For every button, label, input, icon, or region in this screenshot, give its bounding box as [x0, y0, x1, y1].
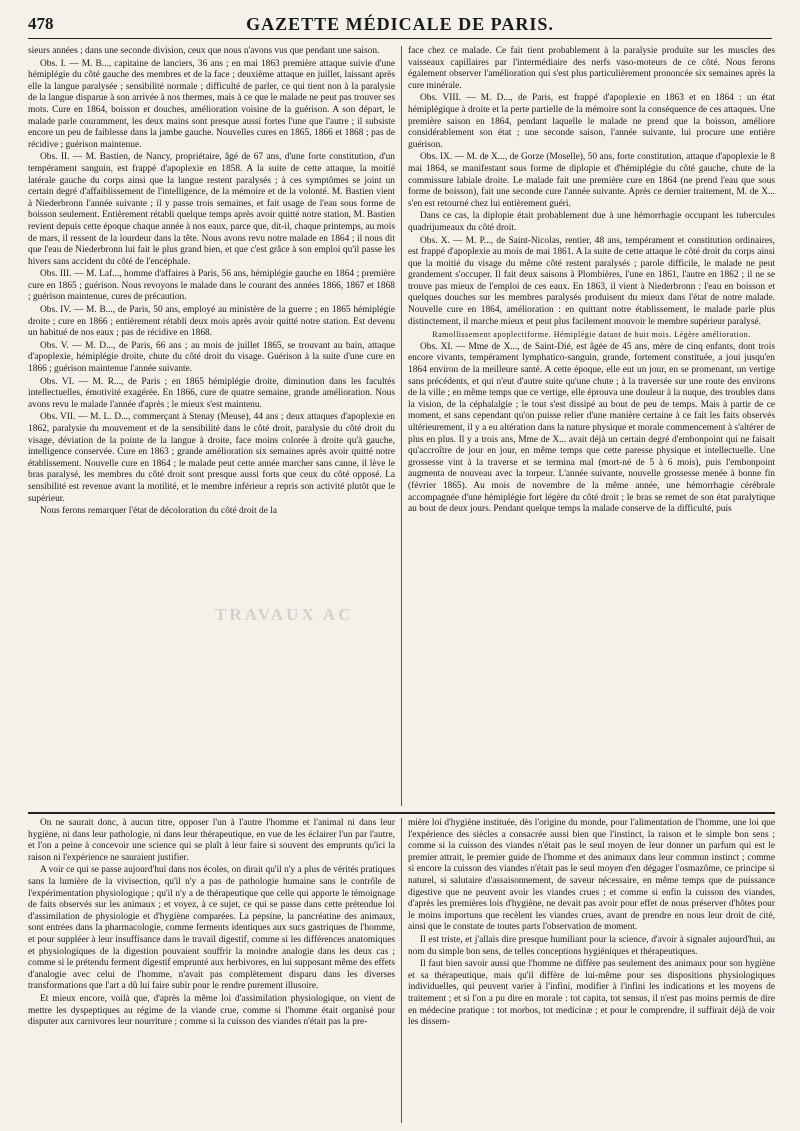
paragraph: On ne saurait donc, à aucun titre, opposer l'un à l'autre l'homme et l'animal ni dans leur hygiène, ni dans leur pathologie, ni dans leur thérapeutique, en vue de les éclairer l'un par l'autre, et l'on a peine à concevoir une science qui se plaît à leur faire si souvent des emprunts qu'ici la raison ni l'expérience ne sauraient justifier. — [28, 818, 395, 863]
observation-3: Obs. III. — M. Laf..., homme d'affaires à Paris, 56 ans, hémiplégie gauche en 1864 ; première cure en 1865 ; guérison. Nous revoyons le malade dans le courant des années 1866, 1867 et 1868 ; guérison maintenue, cures de précaution. — [28, 269, 395, 303]
paragraph: Il est triste, et j'allais dire presque humiliant pour la science, d'avoir à signaler aujourd'hui, au nom du simple bon sens, de telles conceptions hygiéniques et thérapeutiques. — [408, 934, 775, 957]
page-header — [28, 14, 772, 39]
paragraph: Dans ce cas, la diplopie était probablement due à une hémorrhagie occupant les tubercules quadrijumeaux du côté droit. — [408, 211, 775, 233]
observation-6: Obs. VI. — M. R..., de Paris ; en 1865 hémiplégie droite, diminution dans les facultés intellectuelles, émotivité exagérée. En 1866, cure de quatre semaine, grande amélioration. Nous avons revu le malade l'année d'après ; le mieux s'est maintenu. — [28, 376, 395, 410]
paragraph: Nous ferons remarquer l'état de décoloration du côté droit de la — [40, 506, 278, 517]
observation-8: Obs. VIII. — M. D..., de Paris, est frappé d'apoplexie en 1863 et en 1864 : un état hémiplégique à droite et la perte partielle de la mémoire sont la conséquence de ces attaques. Une première saison en 1864, pendant laquelle le malade ne prend que la boisson, améliore considérablement son état ; une seconde saison, l'année suivante, lui procure une entière guérison. — [408, 93, 775, 150]
paragraph: face chez ce malade. Ce fait tient probablement à la paralysie produite sur les muscles des vaisseaux capillaires par l'intermédiaire des nerfs vaso-moteurs de ce côté. Nous ferons également observer l'amélioration qui s'est plus particulièrement prononcée six semaines après la cure minérale. — [408, 46, 775, 91]
observation-2: Obs. II. — M. Bastien, de Nancy, propriétaire, âgé de 67 ans, d'une forte constitution, d'un tempérament sanguin, est frappé d'apoplexie en 1858. A la suite de cette attaque, la moitié latérale gauche du corps ainsi que la langue restent paralysés ; à ces symptômes se joint un certain degré d'affaiblissement de l'intelligence, de la mémoire et de la volonté. M. Bastien vient à Niederbronn l'année suivante ; il y passe trois semaines, et fait usage de l'eau sous forme de boisson seulement. Entièrement rétabli quelque temps après avoir quitté notre station, M. Bastien revient depuis cette époque chaque année à nos eaux, parce que, dit-il, chaque printemps, au mois de mars, il ressent de la lourdeur dans la tête. Nous avons revu notre malade en 1864 ; il nous dit que l'eau de Niederbronn lui fait le plus grand bien, et que c'est grâce à son emploi qu'il passe les hivers sans accident du côté de l'encéphale. — [28, 152, 395, 267]
feuilleton-right-column — [408, 818, 775, 1123]
paragraph: sieurs années ; dans une seconde division, ceux que nous n'avons vus que pendant une saison. — [28, 46, 380, 56]
paragraph: mière loi d'hygiène instituée, dès l'origine du monde, pour l'alimentation de l'homme, une loi que l'expérience des siècles a consacrée aussi bien que l'instinct, la raison et le simple bon sens ; comme si la cuisson des viandes n'était pas le seul moyen de leur donner un parfum qui est le premier attrait, le premier guide de l'homme et des animaux dans leur commun instinct ; comme si encore la cuisson des viandes n'était pas le seul moyen d'en dégager l'osmazôme, ce principe si naturel, si salutaire d'assaisonnement, de saveur nécessaire, en même temps que de puissance digestive que ne peuvent avoir les viandes crues ; et comme si enfin la cuisson des viandes, d'après les premières lois d'hygiène, ne devait pas avoir pour effet de nous préserver d'hôtes pour le moins importuns que recèlent les viandes crues, avant de prendre en nous leur droit de cité, ainsi que le constate de toutes parts l'observation de moment. — [408, 818, 775, 933]
observation-10: Obs. X. — M. P..., de Saint-Nicolas, rentier, 48 ans, tempérament et constitution ordinaires, est frappé d'apoplexie au mois de mai 1861. A la suite de cette attaque le côté droit du corps ainsi que la moitié du visage du même côté restent paralysés ; parole difficile, le malade ne peut grandement s'occuper. Il fait deux saisons à Plombières, l'une en 1861, l'autre en 1862 ; il ne se trouve pas mieux de l'emploi de ces eaux. En 1863, il vient à Niederbronn : l'eau en boisson et quelques douches sur les membres paralysés produisent du mieux dans l'état de notre malade. Nouvelle cure en 1864, amélioration : en quittant notre établissement, le malade parle plus distinctement, il marche mieux et peut plus facilement mouvoir le membre supérieur paralysé. — [408, 235, 775, 327]
observation-7: Obs. VII. — M. L. D..., commerçant à Stenay (Meuse), 44 ans ; deux attaques d'apoplexie en 1862, paralysie du mouvement et de la sensibilité dans le côté droit, paralysie du côté droit du visage, déviation de la pointe de la langue à droite, face moins colorée à droite qu'à gauche, intelligence conservée. Cure en 1863 ; grande amélioration six semaines après avoir quitté notre établissement. Nouvelle cure en 1864 ; le malade peut cette année marcher sans canne, il lève le bras paralysé, les membres du côté droit sont presque aussi forts que ceux du côté opposé. La sensibilité est revenue avant la motilité, et le membre inférieur a repris son activité plutôt que le supérieur. — [28, 412, 395, 504]
page-number: 478 — [28, 14, 54, 33]
journal-title: GAZETTE MÉDICALE DE PARIS. — [246, 14, 554, 34]
observation-1: Obs. I. — M. B..., capitaine de lanciers, 36 ans ; en mai 1863 première attaque suivie d'une hémiplégie du côté gauche des membres et de la face ; deuxième attaque en juillet, laissant après elle la langue paralysée ; sensibilité normale ; difficulté de parler, ce qui tient non à la paralysie de la langue disparue à son arrivée à nos thermes, mais à ce que le malade ne peut pas trouver ses mots. Cure en 1864, boisson et douches, amélioration voisine de la guérison. A son départ, le malade parle couramment, les deux mains sont presque aussi fortes l'une que l'autre ; il subsiste encore un peu de faiblesse dans la jambe gauche. Nouvelles cures en 1865, 1866 et 1868 ; pas de récidive ; guérison maintenue. — [28, 58, 395, 150]
section-subheading: Ramollissement apoplectiforme. Hémiplégie datant de huit mois. Légère amélioration. — [432, 330, 751, 340]
paragraph: Et mieux encore, voilà que, d'après la même loi d'assimilation physiologique, on vient de mettre les dyspeptiques au régime de la viande crue, comme si l'homme était organisé pour disputer aux carnivores leur nourriture ; comme si la cuisson des viandes n'était pas la pre- — [28, 993, 395, 1028]
column-divider — [401, 46, 402, 806]
observation-9: Obs. IX. — M. de X..., de Gorze (Moselle), 50 ans, forte constitution, attaque d'apoplexie le 8 mai 1864, se manifestant sous forme de diplopie et d'hémiplégie du côté gauche, chute de la commissure labiale droite. Le malade fait une première cure en 1864 (ne prend l'eau que sous forme de boisson), fait une seconde cure l'année suivante. Après ce dernier traitement, M. de X... s'en est retourné chez lui entièrement guéri. — [408, 152, 775, 209]
bleed-through-text: TRAVAUX AC — [215, 605, 354, 624]
observation-4: Obs. IV. — M. B..., de Paris, 50 ans, employé au ministère de la guerre ; en 1865 hémiplégie droite ; cure en 1866 ; entièrement rétabli deux mois après avoir quitté notre station. Est devenu un habitué de nos eaux ; pas de récidive en 1868. — [28, 305, 395, 339]
right-column — [408, 46, 775, 806]
observation-11: Obs. XI. — Mme de X..., de Saint-Dié, est âgée de 45 ans, mère de cinq enfants, dont trois encore vivants, tempérament lymphatico-sanguin, grande, fortement constituée, a joui jusqu'en 1864 environ de la meilleure santé. A cette époque, elle eut un jour, en se promenant, un vertige sans précédents, et qui n'eut d'autre suite qu'une chute ; à la traversée sur une route des environs de la ville ; en même temps que ce vertige, elle éprouva une douleur à la nuque, des troubles dans la vision, de la céphalalgie ; le tout s'est dissipé au bout de peu de temps. Mais à partir de ce moment, et sans cependant qu'on puisse relier d'une manière certaine à ce fait les faits observés ultérieurement, il y a eu altération dans la nature physique et morale commencement à s'altérer de plus en plus. Il y a trois ans, Mme de X... avait déjà un certain degré d'embonpoint qui ne faisait qu'accroître de jour en jour, en même temps que cette paresse physique et intellectuelle. Une grossesse vint à la traverse et se termina mal (mort-né de 5 à 6 mois), puis l'embonpoint augmenta de nouveau avec la torpeur. L'année suivante, nouvelle grossesse menée à bonne fin (février 1865). Au mois de novembre de la même année, une hémorrhagie cérébrale accompagnée d'une hémiplégie fort légère du côté droit ; le bras se remet de son état paralytique au bout de deux jours. Pendant quelque temps la malade conserve de la difficulté, puis — [408, 341, 775, 515]
paragraph: Il faut bien savoir aussi que l'homme ne diffère pas seulement des animaux pour son hygiène et sa thérapeutique, mais qu'il diffère de lui-même pour ses dispositions physiologiques individuelles, qui peuvent varier à l'infini, modifier à l'infini les indications et les moyens de traitement ; et si l'on a pu dire en morale : tot capita, tot sensus, il n'est pas moins permis de dire en médecine pratique : tot morbos, tot medicinæ ; et pour le comprendre, il suffirait déjà de voir les dissem- — [408, 959, 775, 1028]
left-column — [28, 46, 395, 806]
column-divider — [401, 818, 402, 1123]
observation-5: Obs. V. — M. D..., de Paris, 66 ans ; au mois de juillet 1865, se trouvant au bain, attaque d'apoplexie, hémiplégie droite, chute du côté droit du visage. Guérison à la suite d'une cure en 1866 ; guérison maintenue l'année suivante. — [28, 340, 395, 375]
paragraph: A voir ce qui se passe aujourd'hui dans nos écoles, on dirait qu'il n'y a plus de vérités pratiques sans la lumière de la vivisection, qu'il n'y a pas de pathologie humaine sans le contrôle de l'expérimentation physiologique ; qu'il n'y a de thérapeutique que celle qui apporte le témoignage de faits observés sur les animaux ; et voyez, à ce sujet, ce qui se passe dans cette prétendue loi d'assimilation de physiologie et d'hygiène comparées. La pepsine, la pancréatine des animaux, sont entrées dans la pharmacologie, comme ferments identiques aux sucs gastriques de l'homme, et pour suppléer à leur insuffisance dans le travail digestif, comme si les différences anatomiques et physiologiques de la digestion pouvaient souffrir la moindre analogie dans les deux cas ; comme si le prétendu ferment digestif emprunté aux herbivores, en lui supposant même des effets d'analogie avec celui de l'homme, n'avait pas complètement disparu dans les diverses transformations que l'art a dû lui faire subir pour le rendre purement illusoire. — [28, 865, 395, 992]
section-rule — [28, 812, 775, 814]
feuilleton-left-column — [28, 818, 395, 1123]
